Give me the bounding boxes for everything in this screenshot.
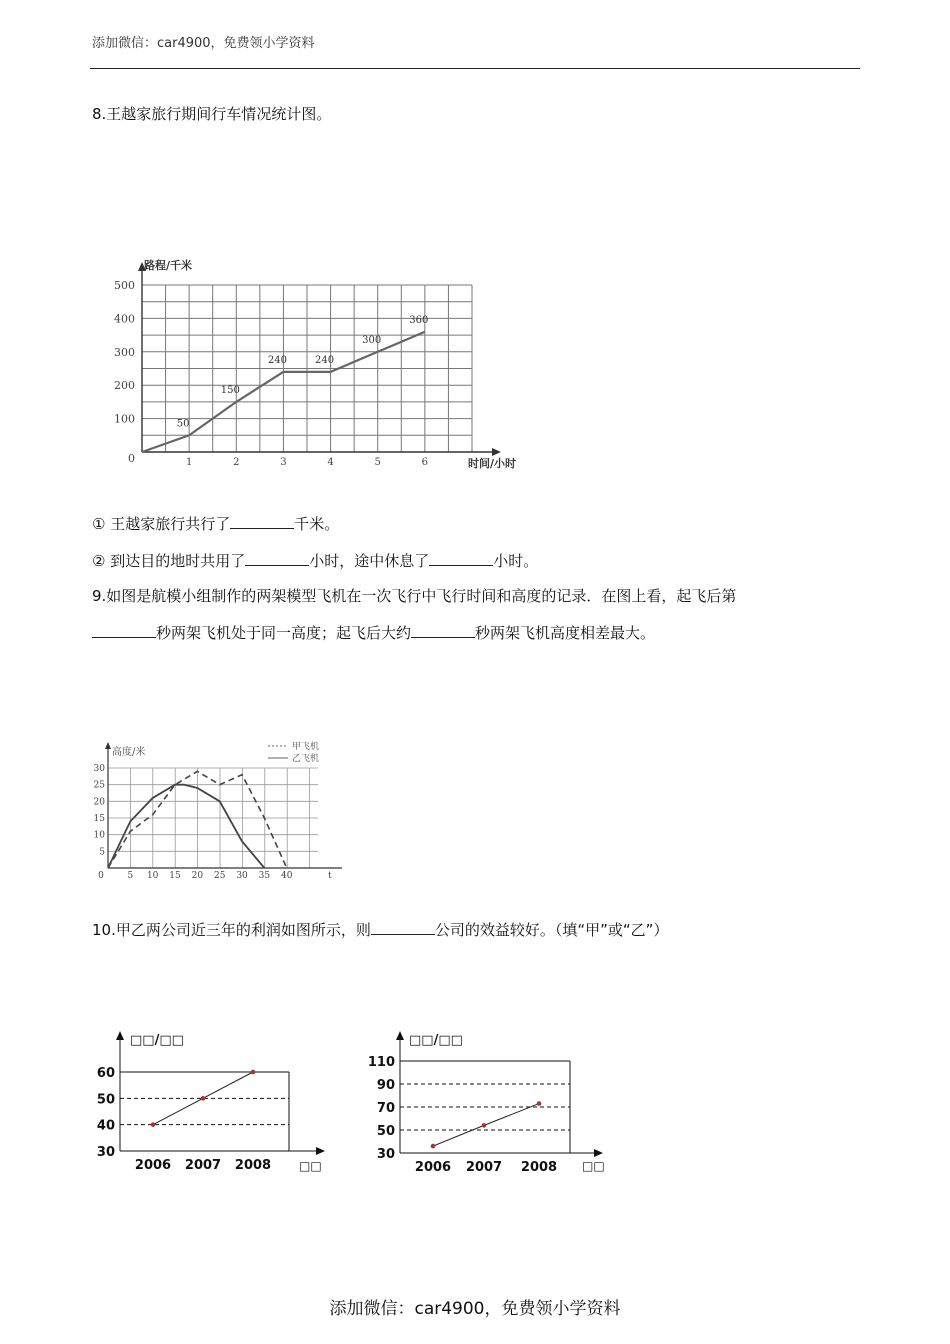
q8-answer-blank-2[interactable] [245, 551, 309, 566]
q9-y-axis-label: 高度/米 [112, 747, 146, 758]
header-divider [90, 68, 860, 69]
c4-y-tick-label: 90 [376, 1078, 395, 1093]
c3-data-point [201, 1096, 206, 1101]
q9-y-tick-label: 5 [99, 847, 105, 858]
q10-company-yi-chart [362, 1025, 622, 1185]
q10-text [92, 919, 668, 941]
c3-y-tick-label: 50 [96, 1092, 115, 1108]
c3-x-tick-label: 2008 [234, 1158, 272, 1173]
q9-y-tick-label: 25 [93, 780, 105, 791]
q8-y-tick-label: 500 [114, 279, 135, 292]
q8-x-tick-label: 6 [421, 457, 429, 468]
q8-point-label: 150 [220, 384, 240, 396]
q9-x-tick-label: 10 [146, 871, 159, 881]
c4-data-point [482, 1123, 487, 1128]
q9-y-tick-label: 10 [93, 830, 105, 841]
c4-x-axis-arrow [594, 1149, 603, 1157]
q9-line2-mid: 秒两架飞机处于同一高度；起飞后大约 [156, 624, 412, 642]
q8-answer-blank-3[interactable] [429, 551, 493, 566]
c3-x-tick-label: 2007 [184, 1158, 222, 1173]
q8-x-tick-label: 3 [280, 457, 287, 468]
q9-legend [268, 740, 319, 764]
c4-y-tick-label: 110 [367, 1055, 395, 1070]
c3-y-tick-label: 60 [96, 1066, 115, 1081]
c3-y-tick-label: 30 [96, 1145, 115, 1160]
q8-x-tick-label: 4 [327, 457, 334, 468]
q8-y-axis-label: 路程/千米 [144, 259, 193, 272]
header-note: 添加微信：car4900，免费领小学资料 [92, 36, 315, 51]
q10-prefix: 10.甲乙两公司近三年的利润如图所示，则 [92, 921, 371, 939]
q9-y-axis-arrow [105, 742, 111, 749]
q8-sub1 [92, 513, 339, 535]
q9-x-axis-label: t [328, 871, 332, 881]
q8-title: 8.王越家旅行期间行车情况统计图。 [92, 105, 332, 123]
c3-y-axis-arrow [116, 1031, 124, 1040]
q9-x-tick-label: 20 [191, 871, 204, 881]
q9-line1: 9.如图是航模小组制作的两架模型飞机在一次飞行中飞行时间和高度的记录．在图上看，起飞后第 [92, 587, 737, 605]
c3-x-tick-label: 2006 [134, 1158, 172, 1173]
c4-x-tick-label: 2008 [520, 1160, 558, 1175]
q8-point-label: 300 [362, 334, 382, 346]
q9-x-tick-label: 25 [213, 871, 226, 881]
q10-answer-blank[interactable] [371, 920, 435, 935]
c4-x-tick-label: 2007 [465, 1160, 503, 1175]
q8-y-tick-label: 300 [114, 345, 135, 359]
c3-x-axis-arrow [316, 1147, 325, 1155]
q9-x-tick-label: 30 [236, 871, 248, 881]
q8-x-tick-label: 2 [233, 457, 240, 468]
c3-data-point [151, 1122, 156, 1127]
q9-series-yi-line [108, 785, 264, 868]
c4-y-tick-label: 30 [376, 1147, 395, 1162]
q8-sub2-suffix: 小时。 [493, 552, 539, 570]
q9-x-tick-label: 15 [169, 871, 181, 881]
q8-x-tick-label: 1 [185, 457, 193, 468]
q9-answer-blank-2[interactable] [411, 623, 475, 638]
q8-y-tick-label: 400 [114, 312, 135, 326]
q9-line2 [92, 622, 655, 644]
q8-y-tick-label: 200 [114, 379, 135, 393]
footer-note: 添加微信：car4900，免费领小学资料 [329, 1299, 621, 1319]
q8-point-label: 240 [315, 354, 335, 366]
q10-jia-y-label: □□/□□ [130, 1033, 184, 1048]
q8-answer-blank-1[interactable] [230, 514, 294, 529]
q9-x-tick-label: 40 [280, 871, 293, 881]
q9-answer-blank-1[interactable] [92, 623, 156, 638]
q8-sub2 [92, 550, 538, 572]
q9-y-tick-label: 15 [93, 814, 105, 824]
q9-x-tick-label: 5 [127, 871, 134, 881]
c4-x-tick-label: 2006 [414, 1160, 452, 1175]
q8-point-label: 240 [267, 354, 287, 366]
q8-sub2-prefix: ② 到达目的地时共用了 [92, 552, 246, 570]
q10-yi-x-label: □□ [582, 1159, 605, 1173]
q10-company-jia-chart [90, 1025, 340, 1185]
c4-data-point [431, 1144, 436, 1149]
q9-x-tick-label: 0 [98, 871, 104, 881]
q8-x-tick-label: 5 [374, 457, 381, 468]
q8-sub2-mid: 小时，途中休息了 [309, 552, 430, 570]
q9-y-tick-label: 20 [93, 797, 105, 808]
c4-data-point [537, 1101, 542, 1106]
c4-y-tick-label: 70 [376, 1101, 395, 1116]
c3-data-point [251, 1070, 256, 1075]
q8-point-label: 360 [409, 314, 429, 326]
c4-y-tick-label: 50 [376, 1124, 395, 1139]
q9-legend-jia: 甲飞机 [292, 742, 320, 752]
q8-point-label: 50 [176, 418, 190, 430]
c4-y-axis-arrow [396, 1031, 404, 1040]
q10-yi-y-label: □□/□□ [409, 1033, 463, 1048]
q9-altitude-chart [90, 738, 350, 883]
q10-jia-x-label: □□ [299, 1159, 322, 1173]
q9-x-tick-label: 35 [258, 871, 271, 881]
q8-sub1-suffix: 千米。 [294, 515, 340, 533]
c3-y-tick-label: 40 [96, 1118, 115, 1134]
q8-y-tick-label: 100 [114, 412, 135, 426]
q9-line2-suffix: 秒两架飞机高度相差最大。 [475, 624, 656, 642]
q8-y-tick-label: 0 [128, 452, 135, 465]
q8-distance-chart [100, 255, 540, 475]
q8-sub1-prefix: ① 王越家旅行共行了 [92, 515, 231, 533]
q9-legend-yi: 乙飞机 [292, 754, 320, 764]
q8-x-axis-arrow [492, 448, 501, 456]
q8-x-axis-label: 时间/小时 [468, 457, 517, 470]
q10-suffix: 公司的效益较好。（填“甲”或“乙”） [434, 921, 669, 939]
q9-y-tick-label: 30 [93, 764, 105, 774]
